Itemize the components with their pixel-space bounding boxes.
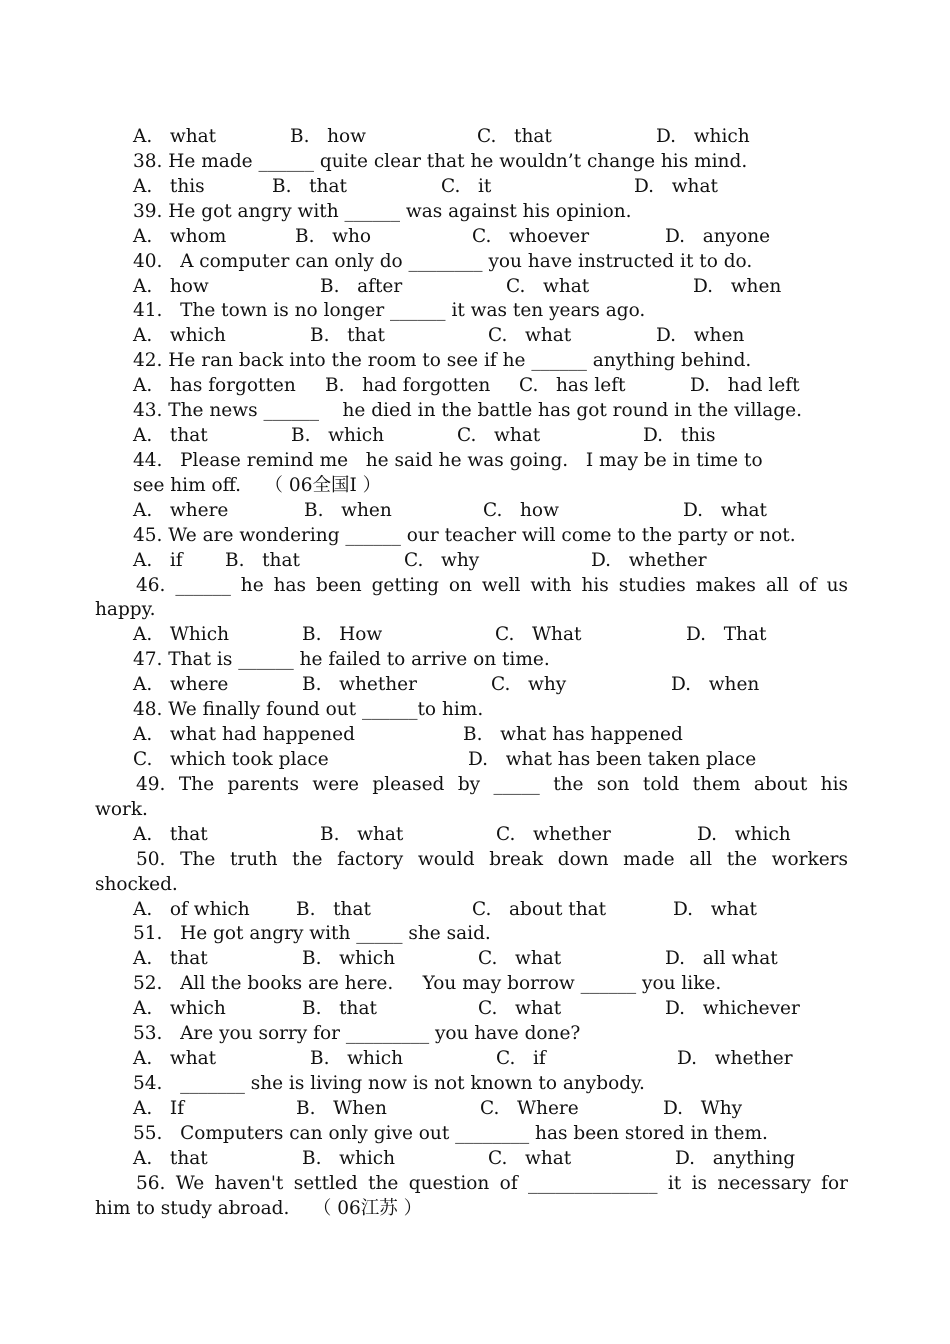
answer-option: B. which bbox=[302, 948, 396, 970]
answer-option: B. How bbox=[302, 624, 383, 646]
answer-option: B. which bbox=[310, 1048, 404, 1070]
question-continuation: shocked. bbox=[95, 873, 178, 895]
question-text: 50. The truth the factory would break down made all the workers bbox=[136, 848, 848, 870]
answer-option: C. that bbox=[477, 126, 552, 147]
answer-option: B. that bbox=[310, 325, 385, 347]
answer-option: C. why bbox=[491, 674, 567, 696]
question-text: 46. ______ he has been getting on well with his studies makes all of us bbox=[136, 574, 848, 596]
question-text: 48. We finally found out ______to him. bbox=[133, 699, 484, 721]
answer-option: A. Which bbox=[133, 624, 230, 646]
answer-option: B. When bbox=[296, 1097, 387, 1119]
answer-option: D. whether bbox=[591, 549, 707, 571]
answer-option: A. if bbox=[133, 549, 183, 571]
answer-option: A. where bbox=[133, 674, 229, 696]
answer-option: A. what bbox=[133, 126, 217, 147]
answer-option: B. when bbox=[304, 499, 392, 521]
question-text: 54. _______ she is living now is not known to anybody. bbox=[133, 1072, 645, 1094]
question-text: 49. The parents were pleased by _____ the son told them about his bbox=[136, 773, 848, 795]
answer-option: C. what bbox=[478, 998, 562, 1020]
answer-option: B. how bbox=[290, 126, 367, 147]
answer-option: A. If bbox=[133, 1097, 185, 1119]
answer-option: C. about that bbox=[472, 898, 607, 920]
answer-option: A. what had happened bbox=[133, 724, 355, 746]
answer-option: B. that bbox=[296, 898, 371, 920]
answer-option: A. whom bbox=[133, 225, 227, 247]
question-text: 44. Please remind me he said he was going. I may be in time to bbox=[133, 449, 763, 471]
answer-option: B. that bbox=[302, 998, 377, 1020]
answer-option: B. whether bbox=[302, 674, 417, 696]
answer-option: D. what bbox=[634, 175, 718, 197]
answer-option: C. has left bbox=[519, 375, 626, 397]
answer-option: C. what bbox=[488, 325, 572, 347]
answer-option: A. how bbox=[133, 275, 209, 297]
answer-option: A. that bbox=[133, 425, 208, 447]
answer-option: D. what bbox=[683, 499, 767, 521]
question-text: 41. The town is no longer ______ it was ten years ago. bbox=[133, 300, 646, 322]
answer-option: D. which bbox=[656, 126, 750, 147]
answer-option: D. when bbox=[693, 275, 782, 297]
answer-option: B. after bbox=[320, 275, 403, 297]
answer-option: A. of which bbox=[133, 898, 250, 920]
answer-option: C. it bbox=[441, 175, 492, 197]
answer-option: C. what bbox=[506, 275, 590, 297]
question-continuation: him to study abroad. （ 06江苏 ） bbox=[95, 1197, 423, 1219]
answer-option: C. which took place bbox=[133, 749, 329, 770]
answer-option: D. all what bbox=[665, 948, 778, 970]
answer-option: D. That bbox=[686, 624, 767, 646]
answer-option: A. has forgotten bbox=[133, 375, 296, 397]
answer-option: C. whether bbox=[496, 823, 611, 845]
question-continuation: work. bbox=[95, 798, 148, 820]
answer-option: C. how bbox=[483, 499, 559, 521]
question-text: 52. All the books are here. You may borrow ______ you like. bbox=[133, 973, 722, 995]
answer-option: D. whether bbox=[677, 1048, 793, 1070]
answer-option: D. what has been taken place bbox=[468, 749, 757, 770]
answer-option: A. that bbox=[133, 948, 208, 970]
answer-option: D. what bbox=[673, 898, 757, 920]
question-text: 45. We are wondering ______ our teacher will come to the party or not. bbox=[133, 524, 796, 546]
answer-option: D. when bbox=[656, 325, 745, 347]
answer-option: B. that bbox=[272, 175, 347, 197]
answer-option: B. that bbox=[225, 549, 300, 571]
answer-option: D. Why bbox=[663, 1097, 743, 1119]
answer-option: D. anyone bbox=[665, 225, 771, 247]
question-text: 40. A computer can only do ________ you have instructed it to do. bbox=[133, 250, 753, 272]
answer-option: C. why bbox=[404, 549, 480, 571]
answer-option: B. had forgotten bbox=[325, 375, 491, 397]
answer-option: B. which bbox=[302, 1147, 396, 1169]
answer-option: A. that bbox=[133, 1147, 208, 1169]
answer-option: C. What bbox=[495, 624, 582, 646]
answer-option: A. where bbox=[133, 499, 229, 521]
question-text: 38. He made ______ quite clear that he wouldn’t change his mind. bbox=[133, 150, 748, 172]
answer-option: D. when bbox=[671, 674, 760, 696]
answer-option: C. Where bbox=[480, 1097, 579, 1119]
question-text: 55. Computers can only give out ________ has been stored in them. bbox=[133, 1122, 768, 1144]
question-text: 47. That is ______ he failed to arrive on time. bbox=[133, 649, 550, 671]
answer-option: C. what bbox=[488, 1147, 572, 1169]
answer-option: B. what bbox=[320, 823, 404, 845]
answer-option: B. what has happened bbox=[463, 724, 683, 746]
question-text: 39. He got angry with ______ was against his opinion. bbox=[133, 200, 632, 222]
answer-option: A. which bbox=[133, 998, 226, 1020]
question-text: 56. We haven't settled the question of ______________ it is necessary for bbox=[136, 1172, 848, 1194]
answer-option: C. what bbox=[478, 948, 562, 970]
answer-option: D. anything bbox=[675, 1147, 796, 1169]
question-text: 51. He got angry with _____ she said. bbox=[133, 923, 491, 945]
question-continuation: happy. bbox=[95, 599, 156, 621]
answer-option: A. what bbox=[133, 1048, 217, 1070]
answer-option: C. whoever bbox=[472, 225, 590, 247]
answer-option: A. which bbox=[133, 325, 226, 347]
answer-option: D. had left bbox=[690, 375, 800, 397]
answer-option: D. which bbox=[697, 823, 791, 845]
answer-option: D. this bbox=[643, 425, 716, 447]
answer-option: A. this bbox=[133, 175, 205, 197]
answer-option: B. who bbox=[295, 225, 372, 247]
answer-option: C. if bbox=[496, 1048, 546, 1070]
answer-option: C. what bbox=[457, 425, 541, 447]
answer-option: D. whichever bbox=[665, 998, 800, 1020]
answer-option: B. which bbox=[291, 425, 385, 447]
question-text: 42. He ran back into the room to see if he ______ anything behind. bbox=[133, 350, 752, 372]
answer-option: A. that bbox=[133, 823, 208, 845]
question-text: see him off. （ 06全国Ⅰ ） bbox=[133, 474, 382, 496]
question-text: 53. Are you sorry for _________ you have done? bbox=[133, 1023, 581, 1045]
question-text: 43. The news ______ he died in the battle has got round in the village. bbox=[133, 400, 802, 422]
